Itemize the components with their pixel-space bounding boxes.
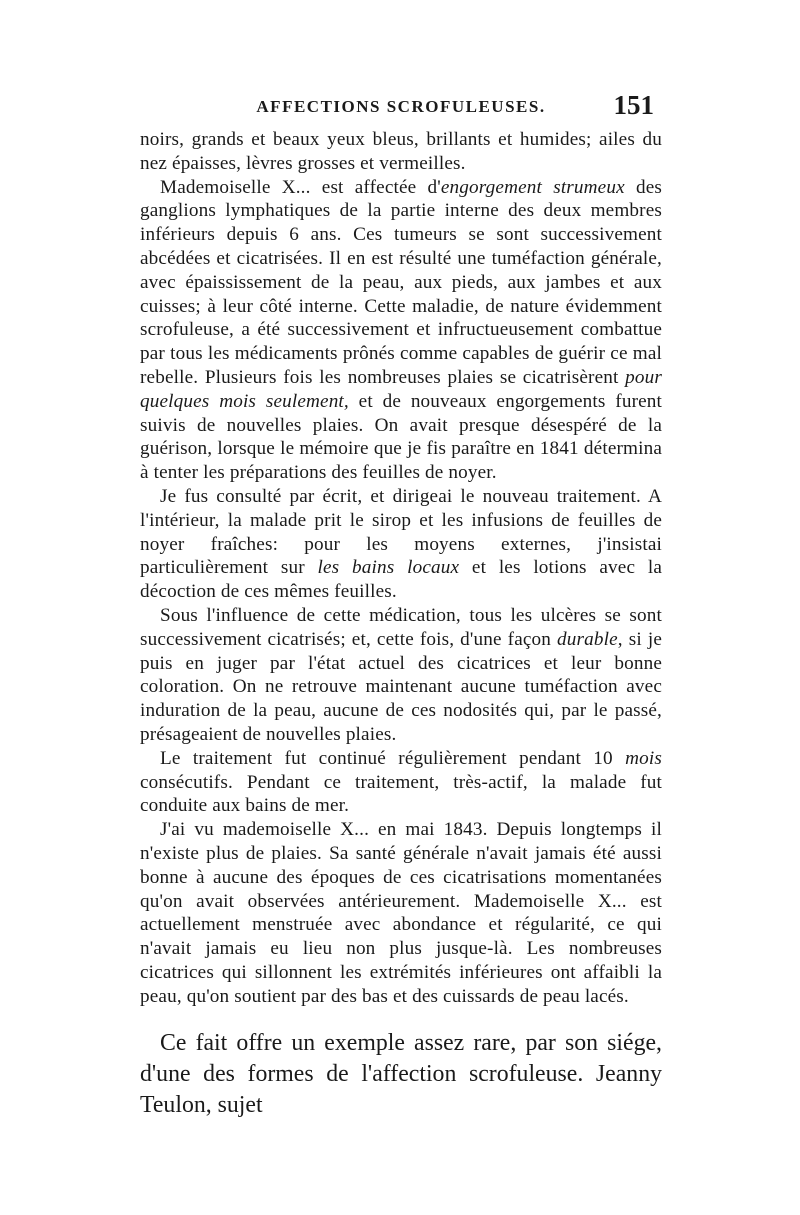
italic-term: mois [625,747,662,769]
paragraph-continuation: noirs, grands et beaux yeux bleus, brillants et humides; ailes du nez épaisses, lèvres grosses et vermeilles. [140,129,662,174]
italic-term: engorgement strumeux [440,176,625,198]
paragraph-results: Sous l'influence de cette médication, tous les ulcères se sont successivement cicatrisés; et, cette fois, d'une façon durable, si je puis en juger par l'état actuel des cicatrices et leur bonne coloration. On ne retrouve maintenant aucune tuméfaction avec induration de la peau, aucune de ces nodosités qui, par le passé, présageaient de nouvelles plaies. [140,604,662,745]
body-text [140,128,662,1008]
running-head [140,92,662,128]
paragraph-treatment: Je fus consulté par écrit, et dirigeai le nouveau traitement. A l'intérieur, la malade prit le sirop et les infusions de feuilles de noyer fraîches: pour les moyens externes, j'insistai particulièrement sur les bains locaux et les lotions avec la décoction de ces mêmes feuilles. [140,485,663,603]
page-number: 151 [613,90,654,120]
italic-term: durable [557,628,618,650]
running-title: AFFECTIONS SCROFULEUSES. [256,97,546,116]
paragraph-next-case: Ce fait offre un exemple assez rare, par son siége, d'une des formes de l'affection scrofuleuse. Jeanny Teulon, sujet [140,1030,662,1119]
paragraph-followup: J'ai vu mademoiselle X... en mai 1843. Depuis longtemps il n'existe plus de plaies. Sa santé générale n'avait jamais été aussi bonne à aucune des époques de ces cicatrisations momentanées qu'on avait observées antérieurement. Mademoiselle X... est actuellement menstruée avec abondance et régularité, ce qui n'avait jamais eu lieu non plus jusque-là. Les nombreuses cicatrices qui sillonnent les extrémités inférieures ont affaibli la peau, qu'on soutient par des bas et des cuissards de peau lacés. [140,819,662,1007]
italic-term: pour quelques mois seulement, [140,366,662,412]
italic-term: les bains locaux [317,557,460,579]
book-page [140,92,662,1142]
paragraph-continuation-treatment: Le traitement fut continué régulièrement pendant 10 mois consécutifs. Pendant ce traitement, très-actif, la malade fut conduite aux bains de mer. [140,747,662,817]
paragraph-case-description: Mademoiselle X... est affectée d'engorgement strumeux des ganglions lymphatiques de la partie interne des deux membres inférieurs depuis 6 ans. Ces tumeurs se sont successivement abcédées et cicatrisées. Il en est résulté une tuméfaction générale, avec épaississement de la peau, aux pieds, aux jambes et aux cuisses; à leur côté interne. Cette maladie, de nature évidemment scrofuleuse, a été successivement et infructueusement combattue par tous les médicaments prônés comme capables de guérir ce mal rebelle. Plusieurs fois les nombreuses plaies se cicatrisèrent pour quelques mois seulement, et de nouveaux engorgements furent suivis de nouvelles plaies. On avait presque désespéré de la guérison, lorsque le mémoire que je fis paraître en 1841 détermina à tenter les préparations des feuilles de noyer. [140,176,662,484]
